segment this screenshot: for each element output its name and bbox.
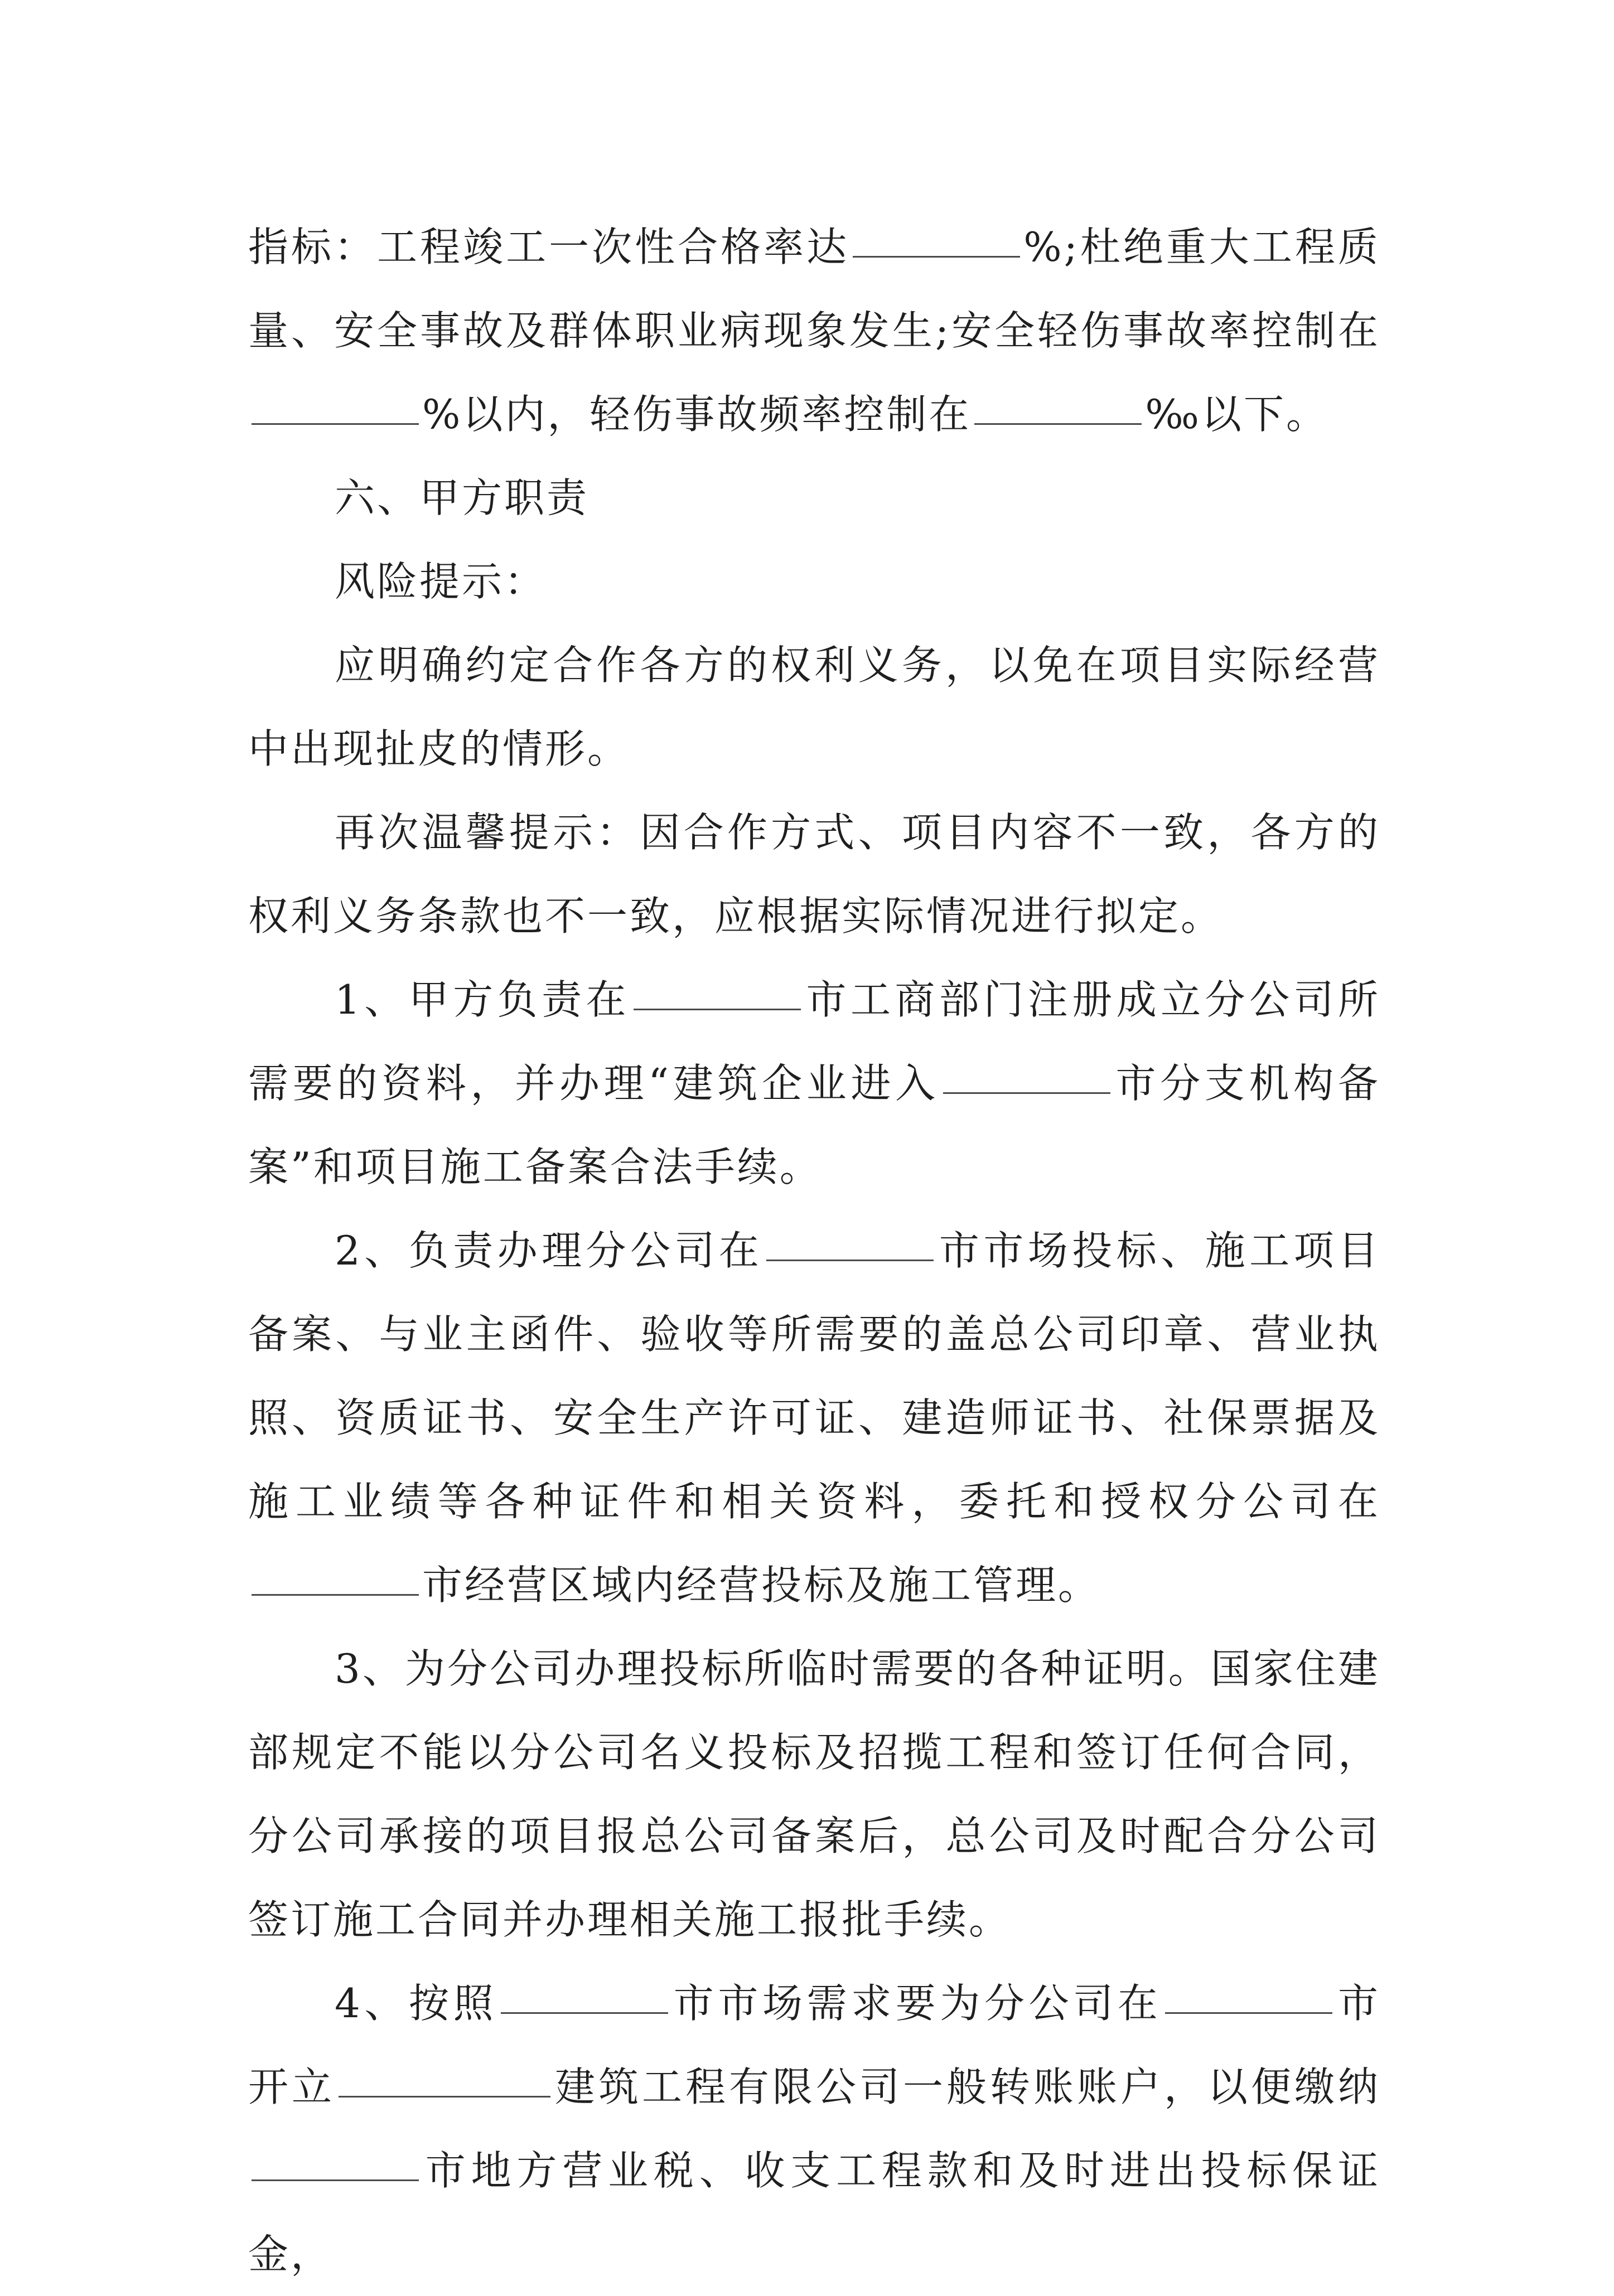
blank-field[interactable] — [252, 421, 419, 425]
text-segment: 市开立 — [248, 1980, 1380, 2110]
risk-label: 风险提示： — [335, 558, 547, 605]
text-segment: 市市场需求要为分公司在 — [671, 1980, 1162, 2027]
clause-2 — [248, 1209, 1380, 1627]
blank-field[interactable] — [853, 254, 1020, 258]
blank-field[interactable] — [501, 2010, 668, 2014]
reminder-text: 再次温馨提示：因合作方式、项目内容不一致，各方的权利义务条款也不一致，应根据实际情况进行拟定。 — [248, 809, 1380, 939]
risk-text: 应明确约定合作各方的权利义务，以免在项目实际经营中出现扯皮的情形。 — [248, 642, 1380, 772]
blank-field[interactable] — [974, 421, 1142, 425]
clause-4 — [248, 1961, 1380, 2296]
quality-target-paragraph — [248, 205, 1380, 456]
text-segment: %以内，轻伤事故频率控制在 — [422, 391, 972, 438]
text-segment: 市地方营业税、收支工程款和及时进出投标保证金， — [248, 2147, 1380, 2278]
text-segment: ‰以下。 — [1145, 391, 1329, 438]
text-segment: 1、甲方负责在 — [335, 976, 631, 1023]
clause-3: 3、为分公司办理投标所临时需要的各种证明。国家住建部规定不能以分公司名义投标及招揽工程和签订任何合同，分公司承接的项目报总公司备案后，总公司及时配合分公司签订施工合同并办理相关施工报批手续。 — [248, 1645, 1380, 1943]
text-segment: 2、负责办理分公司在 — [335, 1227, 763, 1274]
blank-field[interactable] — [766, 1257, 934, 1261]
blank-field[interactable] — [1165, 2010, 1332, 2014]
blank-field[interactable] — [252, 2177, 419, 2181]
section-heading: 六、甲方职责 — [335, 474, 589, 521]
blank-field[interactable] — [252, 1592, 419, 1596]
text-segment: 建筑工程有限公司一般转账账户，以便缴纳 — [554, 2064, 1380, 2110]
text-segment: 市经营区域内经营投标及施工管理。 — [422, 1562, 1101, 1609]
text-segment: 市工商部门注册成立分公司所需要的资料，并办理“建筑企业进入 — [248, 976, 1380, 1107]
blank-field[interactable] — [943, 1090, 1110, 1094]
blank-field[interactable] — [339, 2094, 550, 2098]
text-segment: %;杜绝重大工程质量、安全事故及群体职业病现象发生;安全轻伤事故率控制在 — [248, 224, 1380, 354]
document-body — [248, 205, 1380, 2296]
clause-1 — [248, 958, 1380, 1209]
text-segment: 市市场投标、施工项目备案、与业主函件、验收等所需要的盖总公司印章、营业执照、资质证书、安全生产许可证、建造师证书、社保票据及施工业绩等各种证件和相关资料，委托和授权分公司在 — [248, 1227, 1380, 1525]
text-segment: 4、按照 — [335, 1980, 498, 2027]
text-segment: 指标：工程竣工一次性合格率达 — [248, 224, 850, 270]
blank-field[interactable] — [634, 1006, 801, 1010]
text-segment: 市分支机构备案”和项目施工备案合法手续。 — [248, 1060, 1380, 1190]
